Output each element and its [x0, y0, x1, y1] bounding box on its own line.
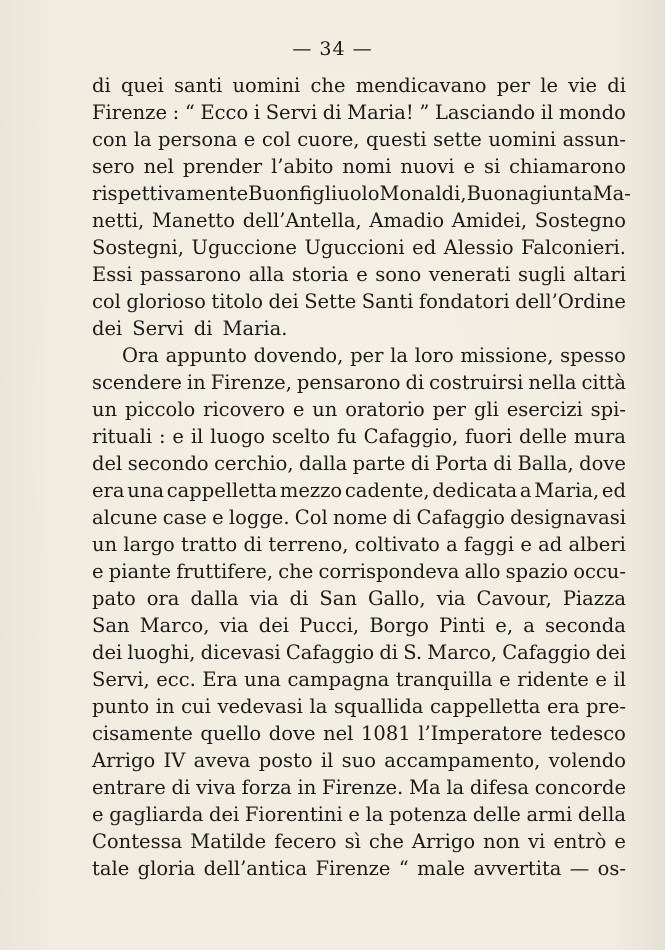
text-line: rispettivamente Buonfigliuolo Monaldi, Buonagiunta Ma-	[92, 182, 631, 205]
text-line: San Marco, via dei Pucci, Borgo Pinti e, a seconda	[92, 614, 626, 637]
text-line: e gagliarda dei Fiorentini e la potenza delle armi della	[92, 803, 626, 826]
text-line: tale gloria dell’antica Firenze “ male avvertita — os-	[92, 857, 626, 880]
text-line: scendere in Firenze, pensarono di costruirsi nella città	[92, 371, 626, 394]
text-line: Firenze : “ Ecco i Servi di Maria! ” Lasciando il mondo	[92, 101, 626, 124]
text-line: con la persona e col cuore, questi sette uomini assun-	[92, 128, 626, 151]
page-number: — 34 —	[292, 38, 373, 60]
text-line: punto in cui vedevasi la squallida cappelletta era pre-	[92, 695, 626, 718]
text-line: un piccolo ricovero e un oratorio per gli esercizi spi-	[92, 398, 626, 421]
text-line: del secondo cerchio, dalla parte di Porta di Balla, dove	[92, 452, 626, 475]
text-line: alcune case e logge. Col nome di Cafaggio designavasi	[92, 506, 626, 529]
text-line: di quei santi uomini che mendicavano per le vie di	[92, 74, 626, 97]
text-line: netti, Manetto dell’Antella, Amadio Amidei, Sostegno	[92, 209, 626, 232]
text-line: sero nel prender l’abito nomi nuovi e si chiamarono	[92, 155, 626, 178]
text-line: Contessa Matilde fecero sì che Arrigo non vi entrò e	[92, 830, 626, 853]
text-line: cisamente quello dove nel 1081 l’Imperatore tedesco	[92, 722, 626, 745]
text-line: Sostegni, Uguccione Uguccioni ed Alessio Falconieri.	[92, 236, 626, 259]
text-line: pato ora dalla via di San Gallo, via Cavour, Piazza	[92, 587, 626, 610]
text-line: dei Servi di Maria.	[92, 317, 288, 340]
text-line: era una cappelletta mezzo cadente, dedicata a Maria, ed	[92, 479, 626, 502]
text-line: entrare di viva forza in Firenze. Ma la difesa concorde	[92, 776, 626, 799]
text-line: un largo tratto di terreno, coltivato a faggi e ad alberi	[92, 533, 626, 556]
text-line: Ora appunto dovendo, per la loro missione, spesso	[122, 344, 626, 367]
text-line: e piante fruttifere, che corrispondeva allo spazio occu-	[92, 560, 626, 583]
body-text	[92, 72, 631, 882]
text-line: Servi, ecc. Era una campagna tranquilla e ridente e il	[92, 668, 626, 691]
text-line: dei luoghi, dicevasi Cafaggio di S. Marco, Cafaggio dei	[92, 641, 626, 664]
text-line: rituali : e il luogo scelto fu Cafaggio, fuori delle mura	[92, 425, 626, 448]
text-line: Arrigo IV aveva posto il suo accampamento, volendo	[92, 749, 626, 772]
text-line: Essi passarono alla storia e sono venerati sugli altari	[92, 263, 626, 286]
text-line: col glorioso titolo dei Sette Santi fondatori dell’Ordine	[92, 290, 626, 313]
